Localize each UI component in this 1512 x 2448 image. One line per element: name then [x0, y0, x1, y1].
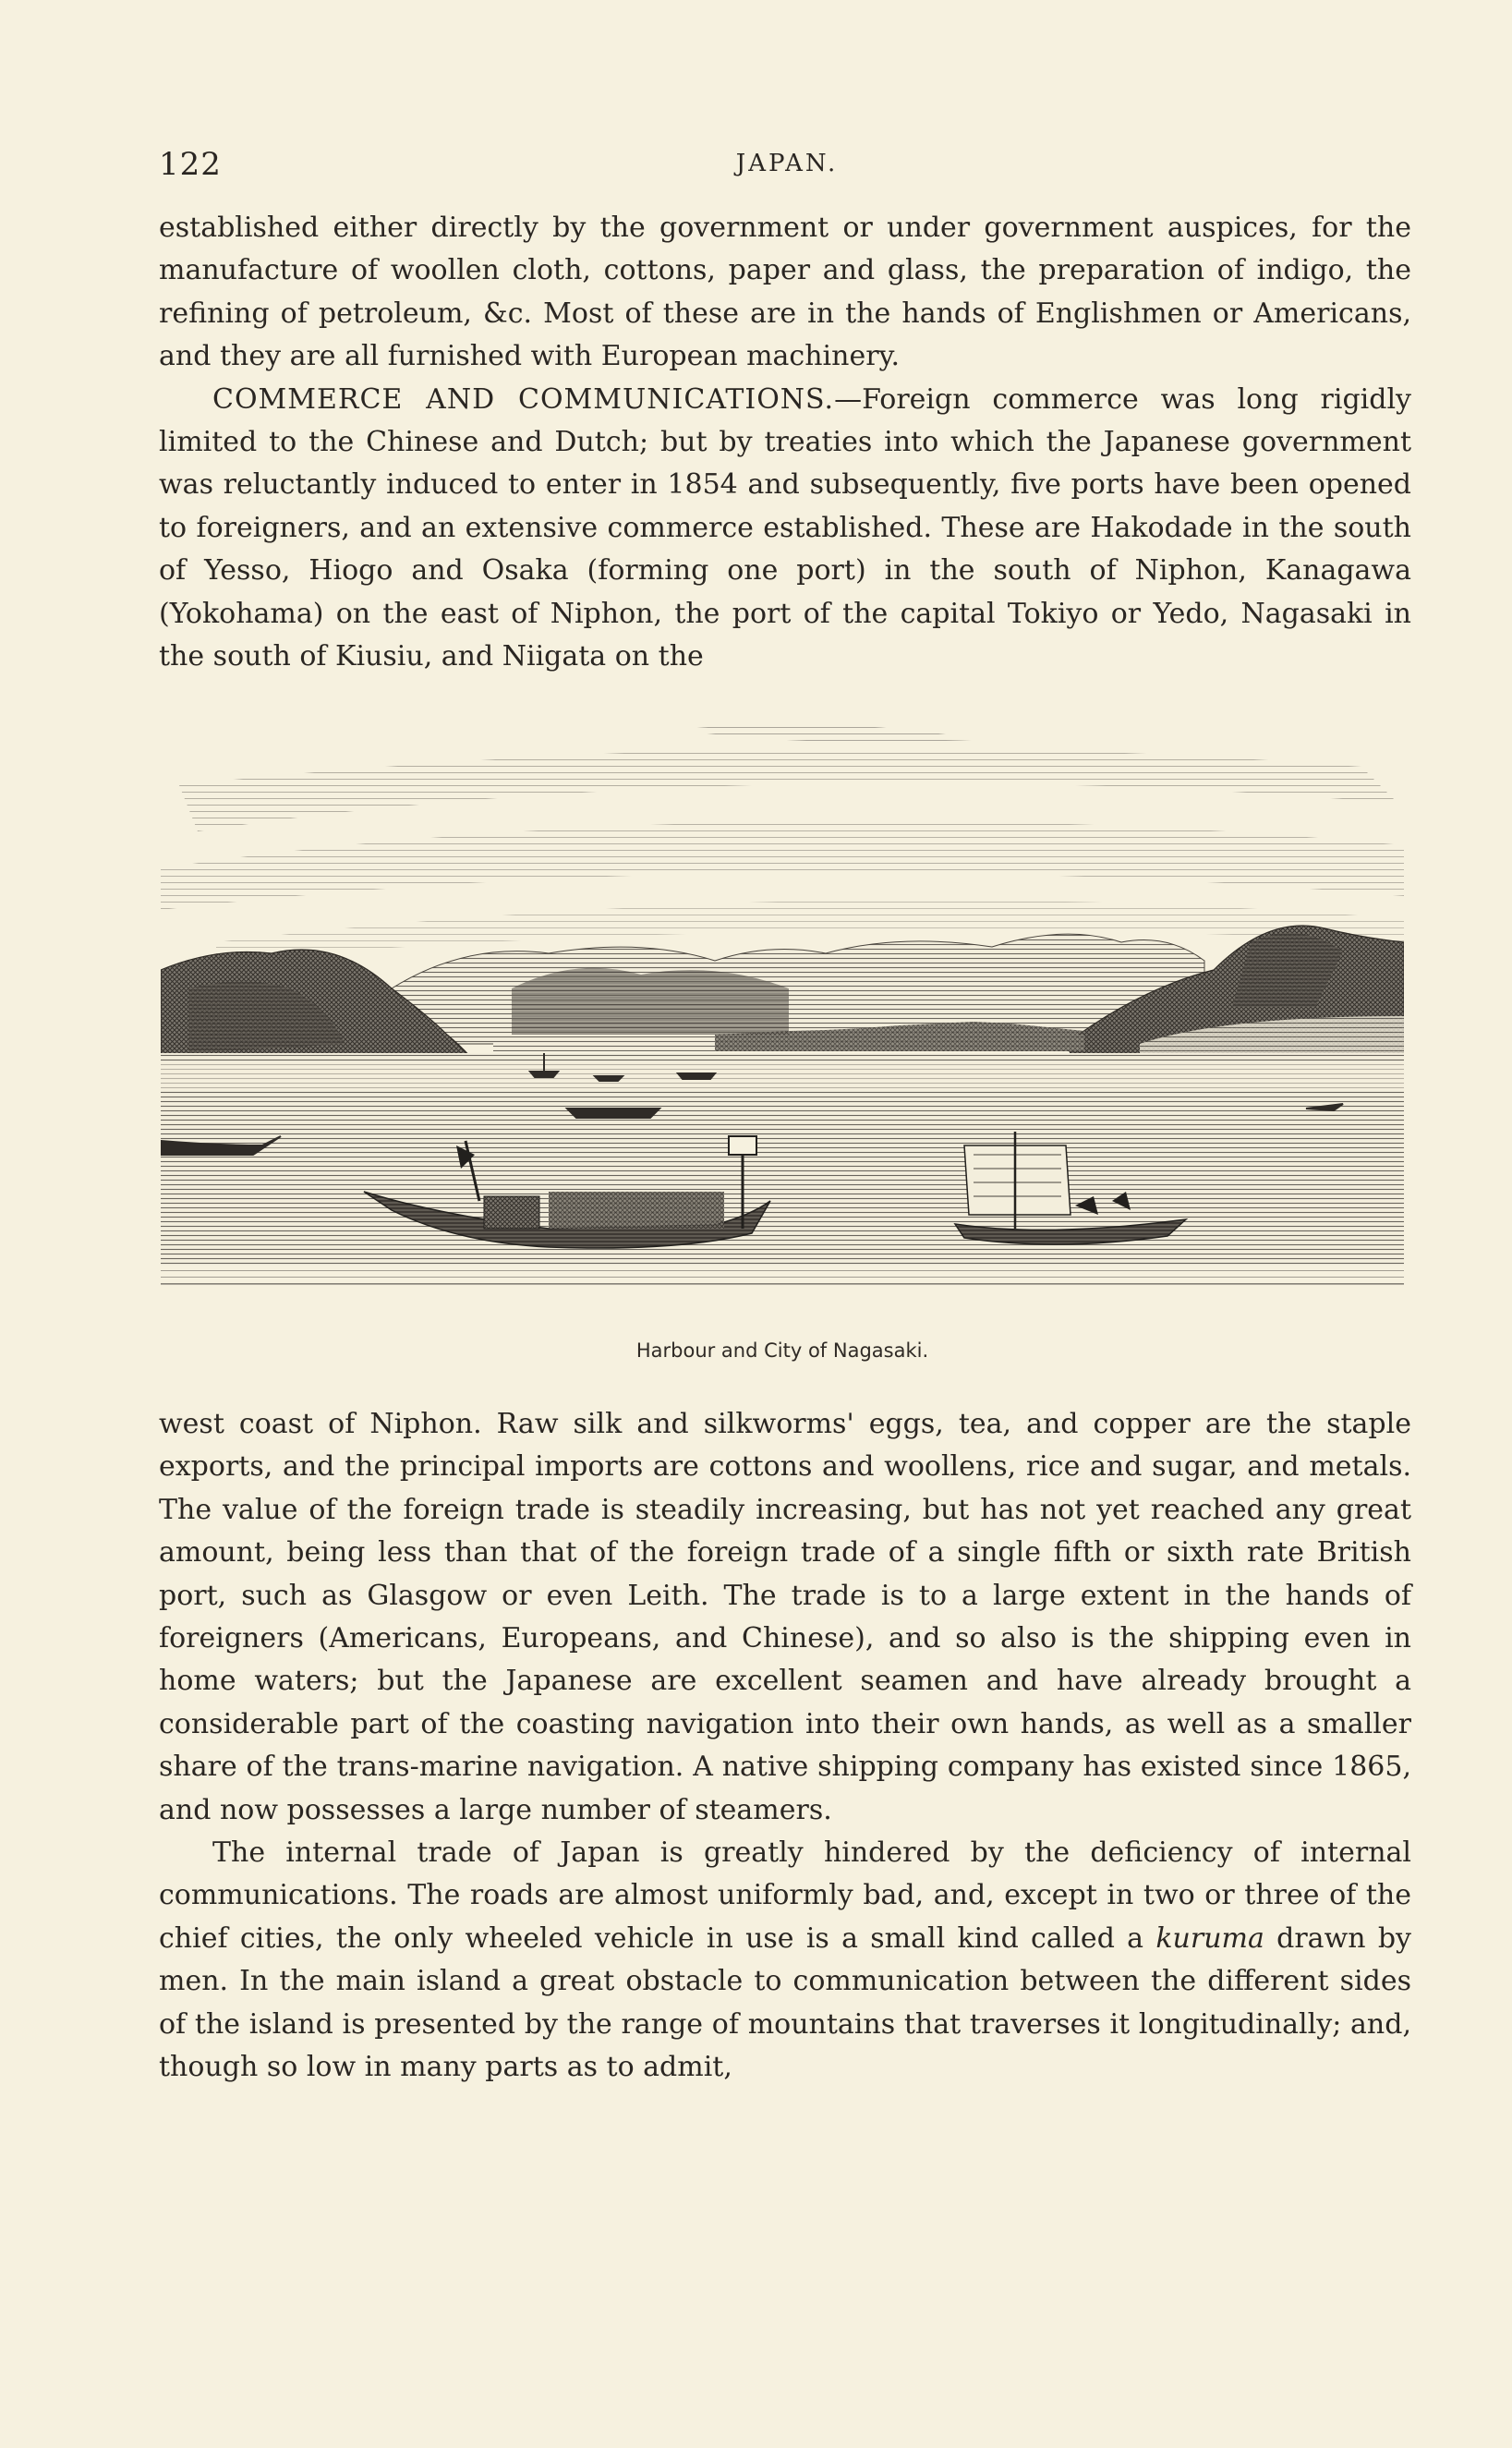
illustration-nagasaki-harbour [161, 711, 1404, 1339]
figure-caption: Harbour and City of Nagasaki. [635, 1339, 929, 1362]
paragraph-trade: west coast of Niphon. Raw silk and silkworms' eggs, tea, and copper are the staple exports, and the principal imports are cottons and woollens, rice and sugar, and metals. The value of the foreign trade is steadily increasing, but has not yet reached any great amount, being less than that of the foreign trade of a single fifth or sixth rate British port, such as Glasgow or even Leith. The trade is to a large extent in the hands of foreigners (Americans, Europeans, and Chinese), and so also is the shipping even in home waters; but the Japanese are excellent seamen and have already brought a considerable part of the coasting navigation into their own hands, as well as a smaller share of the trans-marine navigation. A native shipping company has existed since 1865, and now possesses a large number of steamers. [159, 1408, 1411, 1826]
body-text-bottom [159, 1403, 1411, 2090]
term-kuruma: kuruma [1155, 1921, 1264, 1955]
page-number: 122 [159, 146, 222, 183]
paragraph-internal-trade [159, 1832, 1411, 2089]
harbour-water [161, 1053, 1404, 1289]
section-heading-commerce: COMMERCE AND COMMUNICATIONS. [212, 382, 835, 416]
distant-mountains [392, 934, 1204, 1044]
harbour-engraving [161, 711, 1404, 1339]
body-text-top [159, 207, 1411, 678]
page-header [159, 139, 1415, 185]
running-title: JAPAN. [735, 150, 839, 177]
paragraph-internal-trade-a: The internal trade of Japan is greatly hindered by the deficiency of internal communications. The roads are almost uniformly bad, and, except in two or three of the chief cities, the only wheeled vehicle in use is a small kind called a [159, 1836, 1411, 1955]
paragraph-manufactures: established either directly by the government or under government auspices, for the manufacture of woollen cloth, cottons, paper and glass, the preparation of indigo, the refining of petroleum, &c. Most of these are in the hands of Englishmen or Americans, and they are all furnished with European machinery. [159, 212, 1411, 373]
paragraph-internal-trade-b: drawn by men. In the main island a great obstacle to communication between the different sides of the island is presented by the range of mountains that traverses it longitudinally; and, though so low in many parts as to admit, [159, 1921, 1412, 2084]
paragraph-commerce-text: —Foreign commerce was long rigidly limited to the Chinese and Dutch; but by treaties into which the Japanese government was reluctantly induced to enter in 1854 and subsequently, five ports have been opened to foreigners, and an extensive commerce established. These are Hakodade in the south of Yesso, Hiogo and Osaka (forming one port) in the south of Niphon, Kanagawa (Yokohama) on the east of Niphon, the port of the capital Tokiyo or Yedo, Nagasaki in the south of Kiusiu, and Niigata on the [159, 382, 1411, 673]
paragraph-commerce [159, 379, 1411, 679]
sky [161, 724, 1404, 961]
